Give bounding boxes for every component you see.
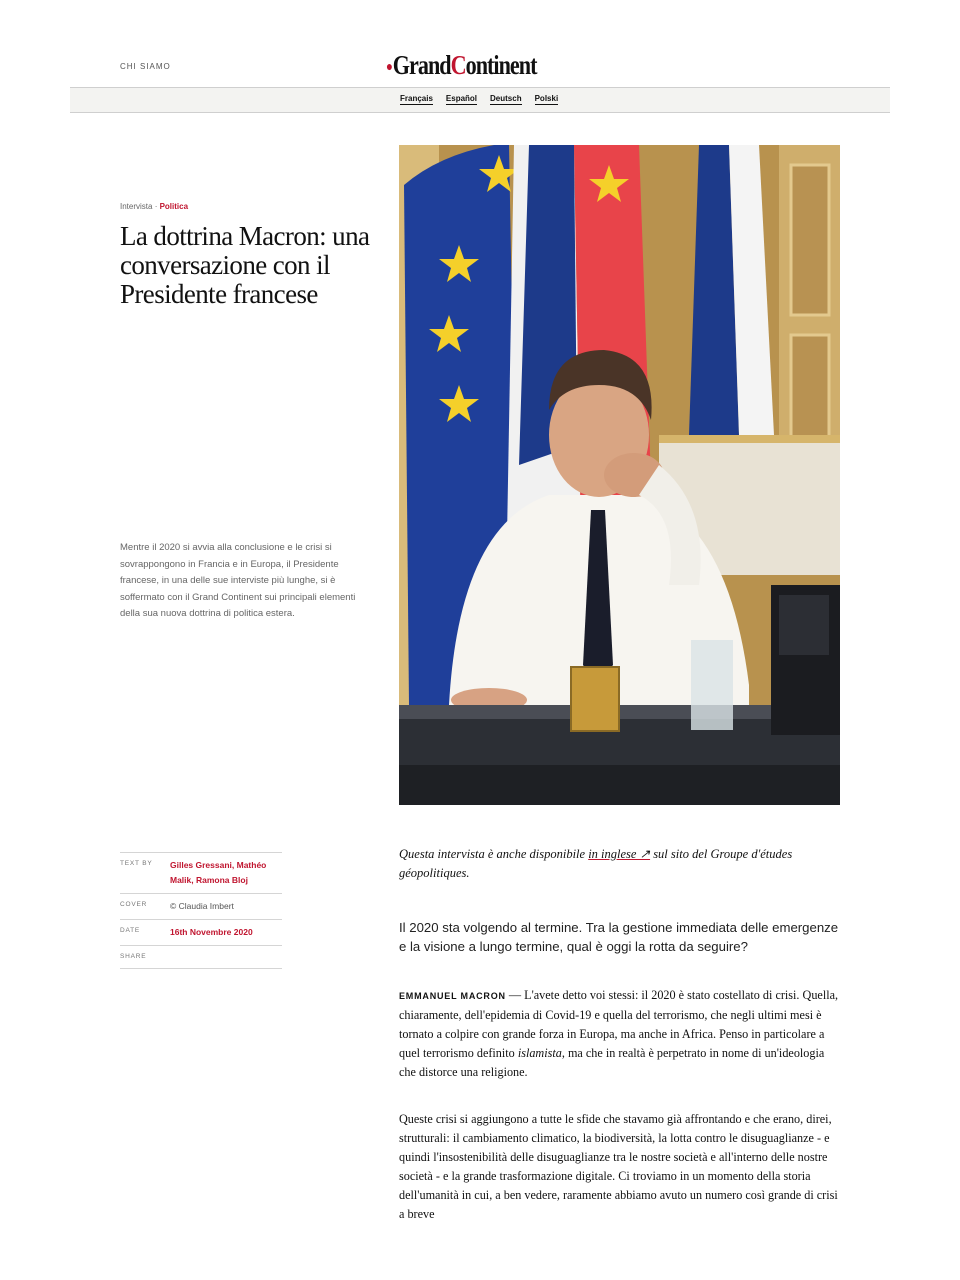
language-bar <box>70 87 890 113</box>
availability-text-end: sul sito del Groupe d'études géopolitiques. <box>399 847 793 880</box>
site-logo[interactable] <box>386 50 536 81</box>
breadcrumb-separator: · <box>152 202 160 211</box>
logo-text-1: Grand <box>392 50 451 80</box>
about-link[interactable]: CHI SIAMO <box>120 62 171 71</box>
cover-photo <box>399 145 840 805</box>
article-meta <box>120 852 282 969</box>
interview-paragraph: Queste crisi si aggiungono a tutte le sfide che stavamo già affrontando e che erano, direi, strutturali: il cambiamento climatico, la biodiversità, la lotta contro le disuguaglianze - e quindi l'insostenibilità delle disuguaglianze tra le nostre società e all'interno delle nostre società - e la grande trasformazione digitale. Ci troviamo in un momento della storia dell'umanità in cui, a ben vedere, raramente abbiamo avuto un numero così grande di crisi a breve <box>399 1112 838 1221</box>
interview-answer <box>399 986 839 1082</box>
logo-text-3: ontinent <box>465 50 537 80</box>
answer-emphasis: islamista <box>517 1046 562 1060</box>
category-link[interactable]: Politica <box>159 202 189 211</box>
meta-row-author <box>120 852 282 893</box>
article-lede: Mentre il 2020 si avvia alla conclusione e le crisi si sovrappongono in Francia e in Europa, il Presidente francese, in una delle sue interviste più lunghe, si è soffermato con il Grand Continent sui principali elementi della sua nuova dottrina di politica estera. <box>120 542 356 619</box>
logo-text-2: C <box>450 50 466 80</box>
page-title: La dottrina Macron: una conversazione con il Presidente francese <box>120 221 370 309</box>
answer-text-end: , ma che in realtà è perpetrato in nome di un'ideologia che distorce una religione. <box>399 1046 825 1079</box>
cover-photo-illustration <box>399 145 840 805</box>
share-buttons[interactable] <box>170 951 282 963</box>
publish-date: 16th Novembre 2020 <box>170 927 253 937</box>
article-type: Intervista <box>120 202 153 211</box>
logo-dot-icon: ● <box>386 59 392 75</box>
speaker-name: EMMANUEL MACRON <box>399 991 506 1001</box>
lang-link-francais[interactable]: Français <box>400 94 433 103</box>
meta-label: TEXT BY <box>120 860 153 867</box>
meta-row-cover <box>120 893 282 919</box>
meta-label: SHARE <box>120 953 147 960</box>
meta-row-share <box>120 945 282 969</box>
lang-link-polski[interactable]: Polski <box>534 94 559 103</box>
availability-text: Questa intervista è anche disponibile <box>399 847 589 861</box>
meta-label: COVER <box>120 901 148 908</box>
interview-question: Il 2020 sta volgendo al termine. Tra la gestione immediata delle emergenze e la visione a lungo termine, qual è oggi la rotta da seguire? <box>399 920 839 954</box>
answer-text: — L'avete detto voi stessi: il 2020 è stato costellato di crisi. Quella, chiaramente, dell'epidemia di Covid-19 e quella del terrorismo, che negli ultimi mesi è tornato a colpire con grande forza in Europa, ma anche in Africa. Penso in particolare a quel terrorismo definito <box>399 988 839 1060</box>
availability-note <box>399 845 839 883</box>
cover-credit: © Claudia Imbert <box>170 901 234 911</box>
english-version-link[interactable]: in inglese ↗ <box>588 847 651 861</box>
meta-label: DATE <box>120 927 141 934</box>
lang-link-deutsch[interactable]: Deutsch <box>490 94 522 103</box>
author-links[interactable]: Gilles Gressani, Mathéo Malik, Ramona Bloj <box>170 860 267 885</box>
lang-link-espanol[interactable]: Español <box>445 94 478 103</box>
meta-row-date <box>120 919 282 945</box>
breadcrumb <box>120 202 188 211</box>
